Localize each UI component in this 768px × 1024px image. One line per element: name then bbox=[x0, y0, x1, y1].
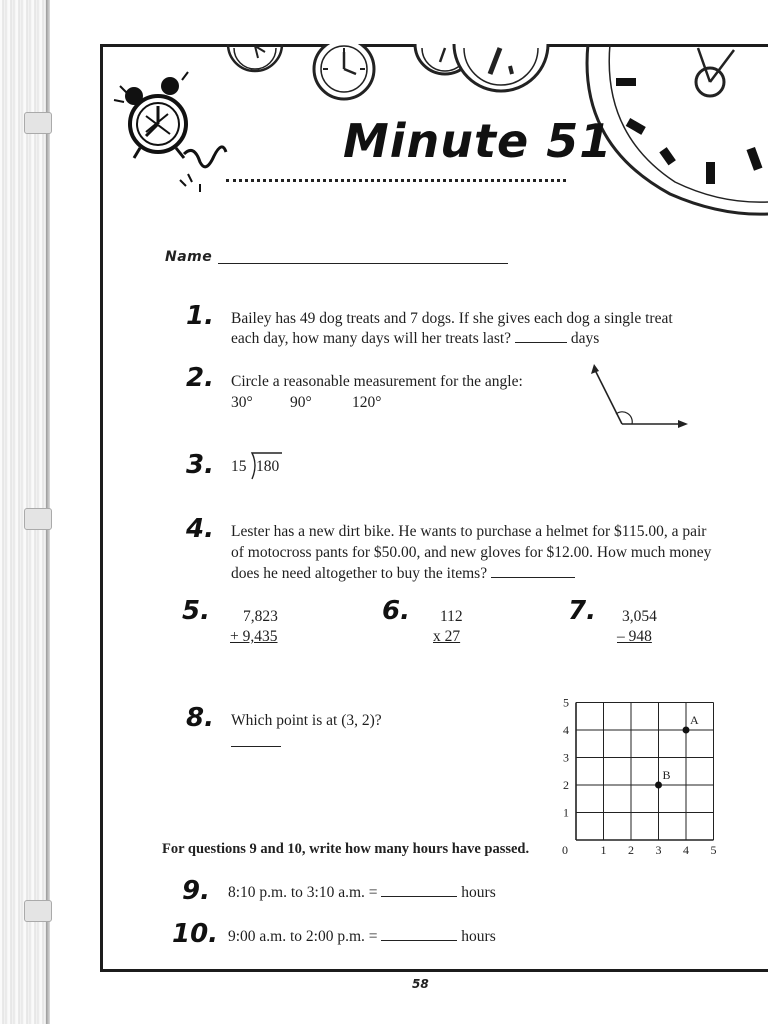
answer-blank[interactable] bbox=[491, 563, 575, 578]
addend-bottom: + 9,435 bbox=[230, 628, 278, 645]
angle-diagram bbox=[588, 360, 692, 432]
instruction-text: For questions 9 and 10, write how many hours have passed. bbox=[162, 841, 530, 857]
point-label: A bbox=[690, 713, 699, 727]
answer-blank[interactable] bbox=[231, 746, 281, 747]
question-10-line: 9:00 a.m. to 2:00 p.m. = hours bbox=[228, 928, 496, 945]
question-8-text: Which point is at (3, 2)? bbox=[231, 712, 382, 729]
question-2-text: Circle a reasonable measurement for the angle: bbox=[231, 373, 523, 390]
answer-blank[interactable] bbox=[381, 926, 457, 941]
question-number: 4. bbox=[186, 514, 214, 544]
question-4-line-2: of motocross pants for $50.00, and new gloves for $12.00. How much money bbox=[231, 544, 712, 561]
name-label: Name bbox=[165, 249, 213, 265]
medium-clock-icon bbox=[454, 44, 548, 91]
question-number: 2. bbox=[186, 363, 214, 393]
binder-clip bbox=[24, 508, 52, 530]
binder-clip bbox=[24, 112, 52, 134]
x-tick-label: 5 bbox=[710, 843, 717, 857]
worksheet-title: Minute 51 bbox=[343, 114, 613, 168]
multiplicand: 112 bbox=[440, 608, 463, 625]
x-tick-label: 3 bbox=[655, 843, 662, 857]
angle-option[interactable]: 120° bbox=[352, 394, 382, 411]
minuend: 3,054 bbox=[622, 608, 657, 625]
point-b bbox=[655, 782, 662, 789]
title-divider bbox=[226, 179, 566, 182]
question-4-line-1: Lester has a new dirt bike. He wants to purchase a helmet for $115.00, a pair bbox=[231, 523, 707, 540]
question-number: 6. bbox=[382, 596, 410, 626]
question-number: 8. bbox=[186, 703, 214, 733]
y-tick-label: 1 bbox=[563, 805, 569, 820]
dividend: 180 bbox=[256, 458, 280, 475]
answer-blank[interactable] bbox=[381, 882, 457, 897]
question-1-line-1: Bailey has 49 dog treats and 7 dogs. If she gives each dog a single treat bbox=[231, 310, 673, 327]
small-clock-icon bbox=[314, 44, 374, 99]
addend-top: 7,823 bbox=[243, 608, 278, 625]
y-tick-label: 4 bbox=[563, 723, 569, 737]
question-1-line-2: each day, how many days will her treats last? days bbox=[231, 330, 600, 347]
x-tick-label: 1 bbox=[600, 843, 607, 857]
alarm-clock-icon bbox=[114, 72, 226, 192]
x-tick-label: 0 bbox=[562, 843, 568, 857]
subtrahend: – 948 bbox=[617, 628, 652, 645]
x-tick-label: 2 bbox=[628, 843, 634, 857]
answer-blank[interactable] bbox=[515, 328, 567, 343]
y-tick-label: 2 bbox=[563, 778, 569, 792]
question-number: 3. bbox=[186, 450, 214, 480]
coordinate-grid bbox=[530, 692, 720, 862]
divisor: 15 bbox=[231, 458, 247, 475]
large-clock-icon bbox=[587, 44, 768, 214]
page-number: 58 bbox=[412, 977, 429, 991]
multiplier: x 27 bbox=[433, 628, 461, 645]
point-label: B bbox=[662, 768, 671, 782]
question-number: 5. bbox=[182, 596, 210, 626]
question-9-line: 8:10 p.m. to 3:10 a.m. = hours bbox=[228, 884, 496, 901]
y-tick-label: 3 bbox=[563, 750, 569, 765]
question-number: 7. bbox=[568, 596, 596, 626]
question-number: 1. bbox=[186, 301, 214, 331]
x-tick-label: 4 bbox=[683, 843, 689, 857]
name-field-line[interactable] bbox=[218, 263, 508, 264]
small-clock-icon bbox=[228, 44, 282, 71]
binder-clip bbox=[24, 900, 52, 922]
angle-option[interactable]: 90° bbox=[290, 394, 312, 411]
question-number: 9. bbox=[182, 876, 210, 906]
question-4-line-3: does he need altogether to buy the items? bbox=[231, 563, 575, 584]
y-tick-label: 5 bbox=[563, 695, 569, 710]
angle-option[interactable]: 30° bbox=[231, 394, 253, 411]
point-a bbox=[683, 727, 690, 734]
question-number: 10. bbox=[172, 919, 219, 949]
